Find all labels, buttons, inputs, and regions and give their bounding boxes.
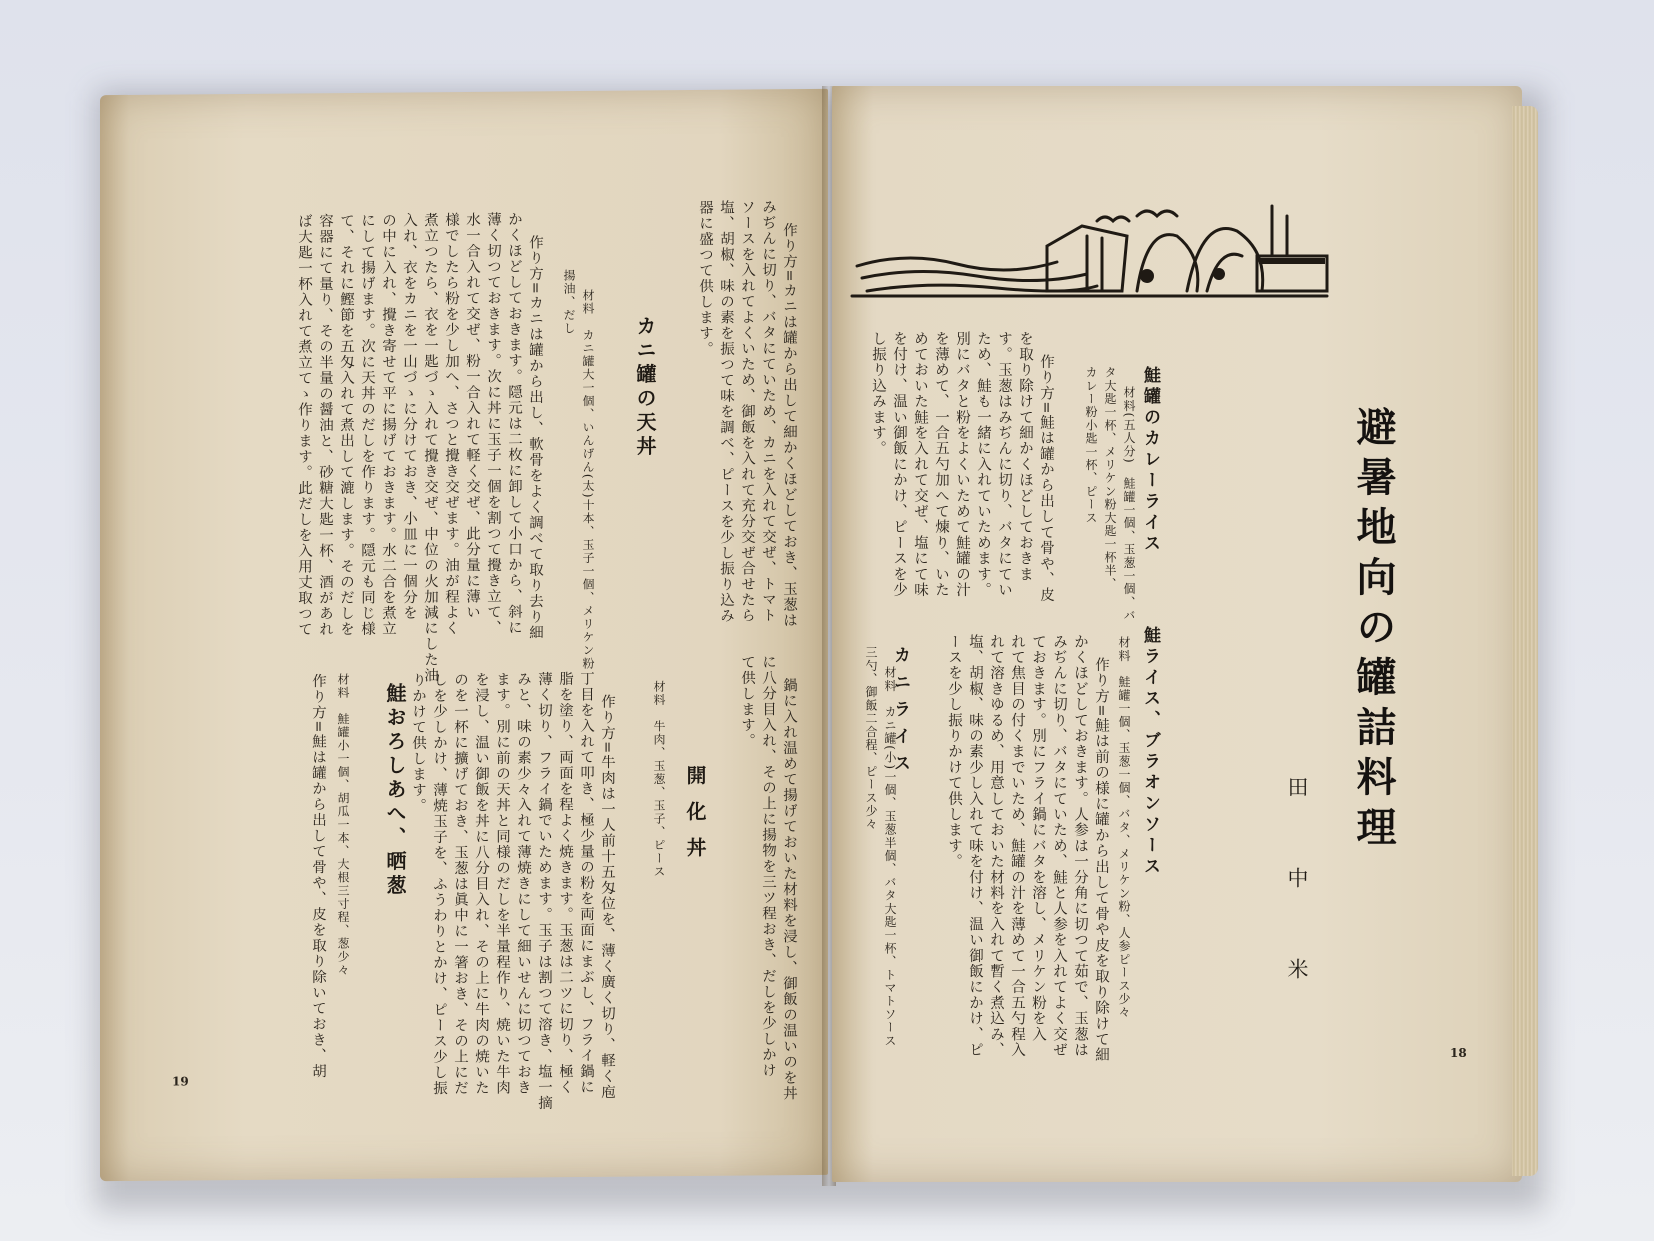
- page-number-right: 18: [1450, 1046, 1467, 1060]
- curry-title: 鮭罐のカレーライス: [1140, 366, 1160, 555]
- sake-oroshi-body: 作り方=鮭は罐から出して骨や、皮を取り除いておき、胡: [310, 673, 326, 1080]
- right-page: [832, 86, 1522, 1182]
- article-title: 避暑地向の罐詰料理: [1350, 406, 1396, 856]
- kani-tendon-ingredients: 材料 カニ罐大一個、いんげん(太)十本、玉子一個、メリケン粉 揚油、だし: [562, 269, 595, 671]
- curry-body: 作り方=鮭は罐から出して骨や、皮 を取り除けて細かくほどしておきま す。玉葱はみぢんに切り、バタにてい ため、鮭も一緒に入れていためます。 別にバタと粉をよくいためて鮭罐の汁 を薄めて、一合五勺加へて煉り、いた めておいた鮭を入れて交ぜ、塩にて味 を付け、温い御飯にかけ、ピースを少 し振り込みます。: [870, 331, 1054, 604]
- author-name: 田中米: [1285, 776, 1309, 1049]
- kani-rice-ingredients: 材料 カニ罐(小)一個、玉葱半個、バタ大匙一杯、トマトソース 三勺、御飯二合程、ピース少々: [864, 646, 897, 1048]
- kaika-don-body: 作り方=牛肉は一人前十五匁位を、薄く廣く切り、軽く庖 丁目を入れて叩き、極少量の粉を両面にまぶし、フライ鍋に 脂を塗り、両面を程よく焼きます。玉葱は二ツに切り、極く 薄く切り、フライ鍋でいためます。玉子は割つて溶き、塩一摘 みと、味の素少々入れて薄焼きにして細いせんに切つておき ます。別に前の天丼と同様のだしを半量程作り、焼いた牛肉 を浸し、温い御飯を丼に八分目入れ、その上に牛肉の焼いた のを一杯に擴げておき、玉葱は眞中に一箸おき、その上にだ しを少しかけ、薄焼玉子を、ふうわりとかけ、ピース少し振 りかけて供します。: [410, 670, 615, 1111]
- kaika-cont-text: 鍋に入れ温めて揚げておいた材料を浸し、御飯の温いのを丼 に八分目入れ、その上に揚物を三ツ程おき、だしを少しかけ て供します。: [739, 654, 797, 1102]
- curry-ingredients: 材料(五人分) 鮭罐一個、玉葱一個、バ タ大匙一杯、メリケン粉大匙一杯半、 カレー粉小匙一杯、ピース: [1084, 366, 1136, 623]
- kani-tendon-body: 作り方=カニは罐から出し、軟骨をよく調べて取り去り細 かくほどしておきます。隠元は二枚に卸して小口から、斜に 薄く切つておきます。次に丼に玉子一個を割つて攪き立て、 水一合入れて交ぜ、粉一合入れて軽く交ぜ、此分量に薄い 様でしたら粉を少し加へ、さつと攪き交ぜます。油が程よく 煮立つたら、衣を一匙づゝ入れて攪き交ぜ、中位の火加減にした油 入れ、衣をカニを一山づゝに分けておき、小皿に一個分を の中に入れ、攪き寄せて平に揚げておきます。水二合を煮立 にして揚げます。次に天丼のだしを作ります。隠元も同じ様 て、それに鰹節を五匁入れて煮出して漉します。そのだしを 容器にて量り、その半量の醤油と、砂糖大匙一杯、酒があれ ば大匙一杯入れて煮立てゝ作ります。此だしを入用丈取つて: [296, 211, 543, 684]
- page-edges: [1512, 106, 1538, 1176]
- kaika-don-ingredients: 材料 牛肉、玉葱、玉子、ピース: [652, 680, 666, 879]
- page-number-left: 19: [172, 1074, 189, 1089]
- kani-rice-title: カニライス: [890, 646, 910, 781]
- sake-rice-ingredients: 材料 鮭罐一個、玉葱一個、バタ、メリケン粉、人参ピース少々: [1117, 636, 1131, 1019]
- sake-rice-title: 鮭ライス、ブラオンソース: [1140, 626, 1160, 878]
- kani-tendon-title: カニ罐の天丼: [633, 315, 657, 460]
- sake-oroshi-ingredients: 材料 鮭罐小一個、胡瓜一本、大根三寸程、葱少々: [336, 672, 350, 977]
- kaika-don-title: 開化丼: [683, 764, 707, 874]
- kani-intro-text: 作り方=カニは罐から出して細かくほどしておき、玉葱は みぢんに切り、バタにていため、カニを入れて交ぜ、トマト ソースを入れてよくいため、御飯を入れて充分交ぜ合せたら 塩、胡椒、味の素を振つて味を調べ、ピースを少し振り込み 器に盛つて供します。: [697, 199, 797, 629]
- landscape-illustration: [847, 196, 1347, 316]
- left-page: [100, 89, 828, 1181]
- sake-oroshi-title: 鮭おろしあへ、晒葱: [383, 682, 407, 899]
- sake-rice-body: 作り方=鮭は前の様に罐から出して骨や皮を取り除けて細 かくほどしておきます。人参は一分角に切つて茹で、玉葱は みぢんに切り、バタにていため、鮭と人参を入れてよく交ぜ ておきます。別にフライ鍋にバタを溶し、メリケン粉を入 れて焦目の付くまでいため、鮭罐の汁を薄めて一合五勺程入 れて溶きゆるめ、用意しておいた材料を入れて暫く煮込み、 塩、胡椒、味の素少し入れて味を付け、温い御飯にかけ、ピ ースを少し振りかけて供します。: [946, 634, 1109, 1064]
